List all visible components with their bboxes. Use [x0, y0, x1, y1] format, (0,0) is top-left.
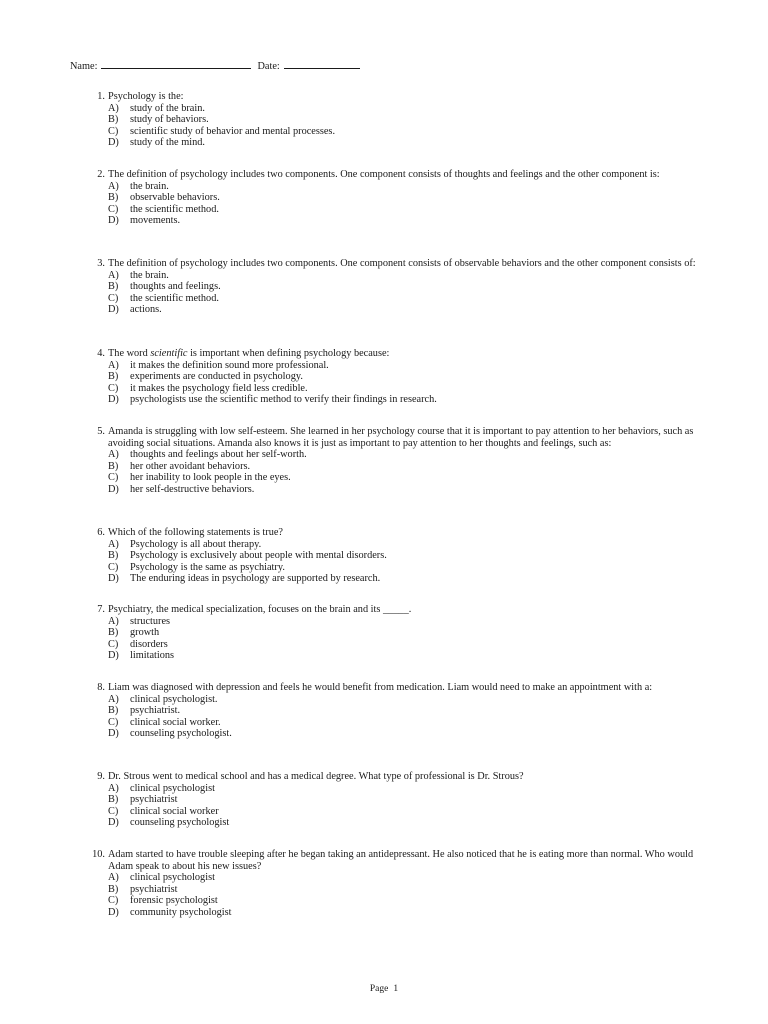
choice-text: The enduring ideas in psychology are supported by research.: [130, 573, 381, 585]
choice-letter: C): [108, 895, 119, 907]
question-stem: Adam started to have trouble sleeping after he began taking an antidepressant. He also noticed that he is eating more than normal. Who would Adam speak to about his new issues?: [108, 849, 694, 872]
question-stem: The definition of psychology includes two components. One component consists of observable behaviors and the other component consists of:: [108, 258, 696, 269]
choice-letter: D): [108, 137, 119, 149]
choice-letter: D): [108, 394, 119, 406]
choice-b: [108, 705, 708, 717]
choice-b: [108, 550, 708, 562]
choice-letter: B): [108, 114, 119, 126]
choice-a: [108, 539, 708, 551]
date-blank: [284, 59, 360, 69]
question-3: [88, 258, 708, 316]
question-2: [88, 169, 708, 227]
choice-d: [108, 728, 708, 740]
choice-a: [108, 103, 708, 115]
choice-text: thoughts and feelings.: [130, 281, 221, 293]
choice-letter: C): [108, 805, 119, 817]
choice-letter: B): [108, 705, 119, 717]
question-10: [88, 849, 708, 919]
choice-d: [108, 304, 708, 316]
choice-b: [108, 884, 708, 896]
name-label: Name:: [70, 61, 98, 72]
choice-letter: C): [108, 638, 119, 650]
choice-letter: C): [108, 382, 119, 394]
choice-text: growth: [130, 627, 160, 639]
choice-text: clinical social worker: [130, 805, 219, 817]
choice-b: [108, 794, 708, 806]
choice-b: [108, 281, 708, 293]
choice-c: [108, 293, 708, 305]
choice-d: [108, 573, 708, 585]
choice-letter: A): [108, 269, 119, 281]
choice-a: [108, 181, 708, 193]
choice-c: [108, 895, 708, 907]
choice-letter: C): [108, 472, 119, 484]
choice-text: clinical psychologist: [130, 782, 215, 794]
choice-text: the brain.: [130, 180, 169, 192]
question-stem: The definition of psychology includes two components. One component consists of thoughts and feelings and the other component is:: [108, 169, 660, 180]
choice-text: study of behaviors.: [130, 114, 209, 126]
choice-text: the brain.: [130, 269, 169, 281]
choice-letter: A): [108, 782, 119, 794]
choice-d: [108, 215, 708, 227]
choice-letter: C): [108, 203, 119, 215]
choice-letter: B): [108, 371, 119, 383]
choice-c: [108, 204, 708, 216]
choice-text: it makes the definition sound more professional.: [130, 359, 329, 371]
choice-text: psychologists use the scientific method to verify their findings in research.: [130, 394, 437, 406]
choice-text: experiments are conducted in psychology.: [130, 371, 303, 383]
choice-letter: A): [108, 872, 119, 884]
choice-b: [108, 114, 708, 126]
question-8: [88, 682, 708, 740]
choice-a: [108, 449, 708, 461]
choice-c: [108, 472, 708, 484]
choice-b: [108, 461, 708, 473]
choice-text: Psychology is exclusively about people with mental disorders.: [130, 550, 387, 562]
choice-text: clinical psychologist: [130, 872, 215, 884]
choice-letter: D): [108, 304, 119, 316]
choice-c: [108, 806, 708, 818]
choice-letter: D): [108, 906, 119, 918]
choice-text: clinical psychologist.: [130, 693, 218, 705]
choice-c: [108, 717, 708, 729]
choice-text: psychiatrist.: [130, 705, 181, 717]
question-stem: [108, 348, 708, 360]
choice-letter: A): [108, 449, 119, 461]
choice-text: limitations: [130, 650, 175, 662]
choice-a: [108, 694, 708, 706]
page-footer: [0, 984, 768, 996]
choice-a: [108, 270, 708, 282]
date-label: Date:: [257, 61, 280, 72]
question-number: 7.: [97, 604, 105, 615]
choice-d: [108, 650, 708, 662]
choice-letter: D): [108, 573, 119, 585]
question-stem: Liam was diagnosed with depression and feels he would benefit from medication. Liam would need to make an appointment with a:: [108, 682, 653, 693]
choice-text: the scientific method.: [130, 292, 219, 304]
choice-letter: B): [108, 460, 119, 472]
choice-letter: B): [108, 281, 119, 293]
choice-letter: A): [108, 693, 119, 705]
choice-letter: D): [108, 650, 119, 662]
question-4: [88, 348, 708, 406]
choice-letter: C): [108, 561, 119, 573]
question-9: [88, 771, 708, 829]
question-stem: Dr. Strous went to medical school and has a medical degree. What type of professional is Dr. Strous?: [108, 771, 524, 782]
choice-letter: A): [108, 615, 119, 627]
question-number: 4.: [97, 348, 105, 359]
choice-text: psychiatrist: [130, 794, 178, 806]
choice-c: [108, 639, 708, 651]
choice-text: clinical social worker.: [130, 716, 221, 728]
choice-d: [108, 484, 708, 496]
question-5: [88, 426, 708, 496]
choice-text: counseling psychologist: [130, 817, 230, 829]
choice-letter: D): [108, 728, 119, 740]
choice-text: Psychology is all about therapy.: [130, 538, 262, 550]
choice-text: her inability to look people in the eyes.: [130, 472, 291, 484]
choice-letter: A): [108, 102, 119, 114]
choice-text: her other avoidant behaviors.: [130, 460, 251, 472]
choice-text: structures: [130, 615, 171, 627]
choice-text: community psychologist: [130, 906, 232, 918]
choice-text: counseling psychologist.: [130, 728, 232, 740]
choice-c: [108, 383, 708, 395]
choice-text: psychiatrist: [130, 883, 178, 895]
choice-text: movements.: [130, 215, 181, 227]
question-stem: Which of the following statements is true?: [108, 527, 284, 538]
choice-letter: B): [108, 794, 119, 806]
question-6: [88, 527, 708, 585]
choice-text: disorders: [130, 638, 168, 650]
choice-text: scientific study of behavior and mental processes.: [130, 125, 336, 137]
choice-a: [108, 872, 708, 884]
choice-b: [108, 192, 708, 204]
choice-a: [108, 360, 708, 372]
question-number: 2.: [97, 169, 105, 180]
choice-a: [108, 616, 708, 628]
choice-text: it makes the psychology field less credible.: [130, 382, 308, 394]
choice-d: [108, 137, 708, 149]
choice-letter: B): [108, 627, 119, 639]
choice-letter: B): [108, 550, 119, 562]
choice-letter: D): [108, 483, 119, 495]
choice-d: [108, 817, 708, 829]
choice-letter: C): [108, 716, 119, 728]
question-number: 6.: [97, 527, 105, 538]
stem-text: is important when defining psychology because:: [187, 348, 390, 359]
choice-b: [108, 371, 708, 383]
question-number: 3.: [97, 258, 105, 269]
question-7: [88, 604, 708, 662]
question-stem: Amanda is struggling with low self-esteem. She learned in her psychology course that it is important to pay attention to her behaviors, such as avoiding social situations. Amanda also knows it is just as important to pay attention to her thoughts and feelings, such as:: [108, 426, 694, 449]
stem-text: The word: [108, 348, 151, 359]
name-blank: [101, 59, 251, 69]
choice-text: forensic psychologist: [130, 895, 218, 907]
choice-c: [108, 126, 708, 138]
question-stem: Psychology is the:: [108, 91, 184, 102]
page-number: 1: [393, 984, 399, 994]
choice-text: observable behaviors.: [130, 192, 220, 204]
choice-a: [108, 783, 708, 795]
choice-text: her self-destructive behaviors.: [130, 483, 255, 495]
choice-c: [108, 562, 708, 574]
choice-letter: C): [108, 125, 119, 137]
question-number: 8.: [97, 682, 105, 693]
choice-letter: A): [108, 359, 119, 371]
question-number: 1.: [97, 91, 105, 102]
question-number: 5.: [97, 426, 105, 437]
choice-text: actions.: [130, 304, 162, 316]
choice-text: the scientific method.: [130, 203, 219, 215]
choice-d: [108, 394, 708, 406]
question-1: [88, 91, 708, 149]
choice-letter: D): [108, 215, 119, 227]
choice-d: [108, 907, 708, 919]
page-label: Page: [369, 984, 389, 994]
question-stem: Psychiatry, the medical specialization, focuses on the brain and its _____.: [108, 604, 412, 615]
choice-text: study of the brain.: [130, 102, 205, 114]
choice-letter: B): [108, 883, 119, 895]
choice-letter: A): [108, 538, 119, 550]
stem-emphasis: scientific: [150, 348, 188, 359]
choice-letter: D): [108, 817, 119, 829]
choice-letter: C): [108, 292, 119, 304]
choice-text: Psychology is the same as psychiatry.: [130, 561, 285, 573]
question-number: 9.: [97, 771, 105, 782]
choice-letter: B): [108, 192, 119, 204]
choice-letter: A): [108, 180, 119, 192]
question-number: 10.: [92, 849, 105, 860]
header: [70, 59, 360, 73]
choice-b: [108, 627, 708, 639]
choice-text: study of the mind.: [130, 137, 205, 149]
choice-text: thoughts and feelings about her self-worth.: [130, 449, 307, 461]
